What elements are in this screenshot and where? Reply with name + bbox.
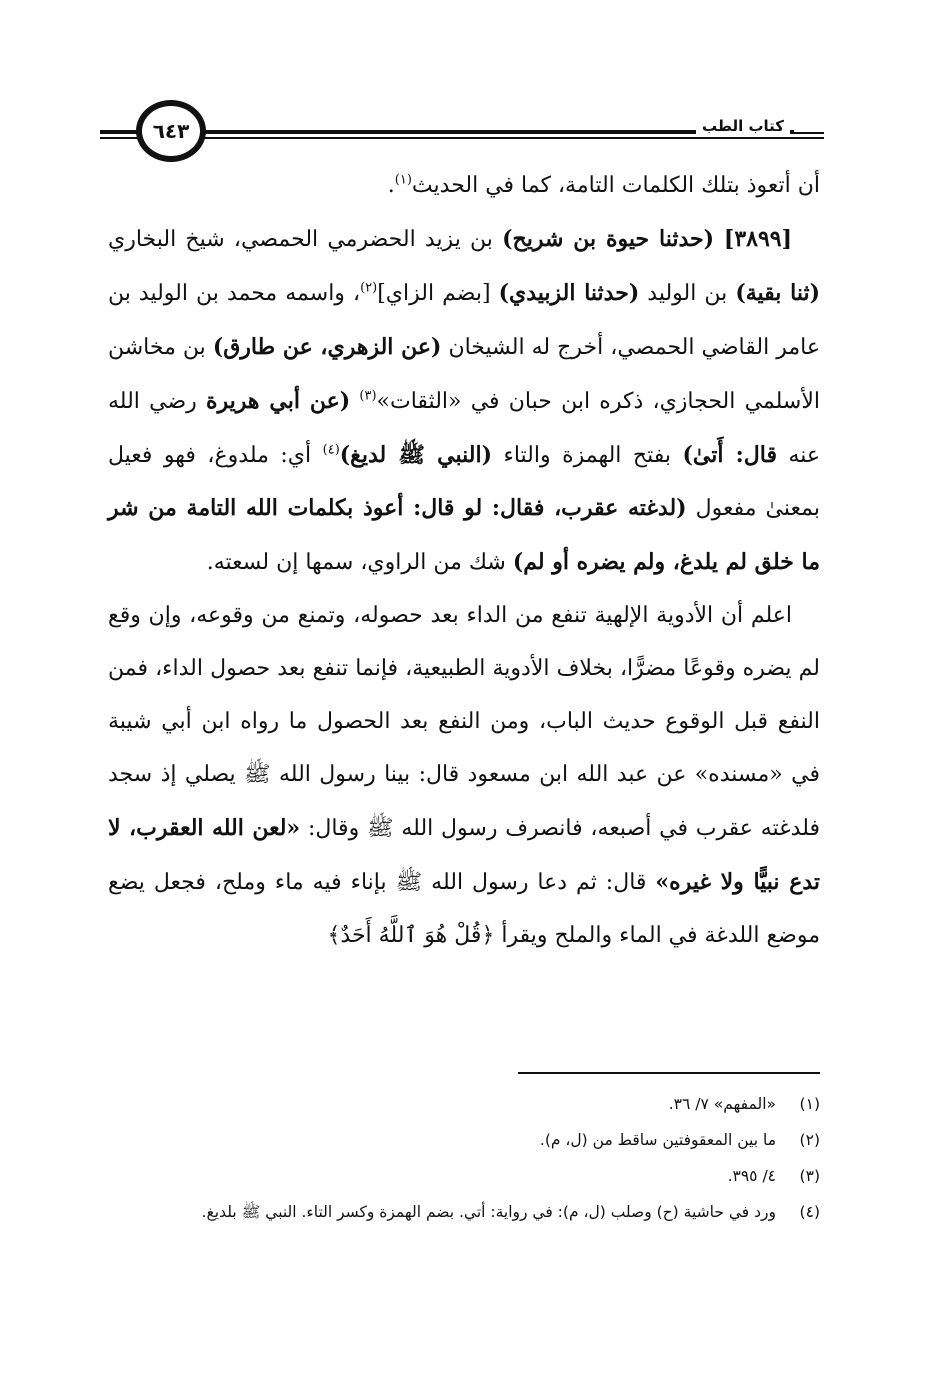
footnote-text: ٤/ ٣٩٥. (727, 1167, 776, 1185)
footnote-number: (٣) (799, 1167, 820, 1185)
narrator-text: (ثنا بقية) (735, 279, 821, 306)
footnote-text: «المفهم» ٧/ ٣٦. (668, 1095, 776, 1113)
chapter-title: كتاب الطب (696, 116, 790, 136)
footnote-number: (٢) (799, 1131, 820, 1149)
text-run: أي: ملدوغ، فهو فعيل بمعنىٰ مفعول (108, 442, 820, 522)
text-run: شك من الراوي، سمها إن لسعته. (206, 550, 513, 576)
footnote-text: ما بين المعقوفتين ساقط من (ل، م). (539, 1131, 776, 1149)
text-run: ، واسمه محمد بن الوليد بن عامر القاضي الحمصي، أخرج له الشيخان (108, 280, 820, 360)
page-number-badge (136, 100, 206, 162)
header-gap (794, 128, 824, 132)
paragraph-commentary (108, 590, 820, 962)
hadith-text: (النبي ﷺ لديغ) (339, 441, 492, 468)
footnote-text: ورد في حاشية (ح) وصلب (ل، م): في رواية: أتي. بضم الهمزة وكسر التاء. النبي ﷺ بلديغ. (201, 1203, 776, 1221)
footnote-number: (١) (799, 1095, 820, 1113)
text-run: أن أتعوذ بتلك الكلمات التامة، كما في الحديث (411, 173, 820, 198)
quran-quote: ﴿قُلْ هُوَ ٱللَّهُ أَحَدٌ﴾ (327, 922, 495, 948)
hadith-text: قال: أَتىٰ) (682, 441, 777, 468)
footnotes (108, 1086, 820, 1230)
footnote-ref: (١) (394, 172, 412, 188)
narrator-text: (عن الزهري، عن طارق) (212, 333, 442, 360)
page-header (100, 96, 824, 166)
text-run: بن الوليد (639, 280, 736, 306)
footnote (108, 1194, 820, 1230)
text-run: [بضم الزاي] (377, 280, 499, 306)
text-run: اعلم أن الأدوية الإلهية تنفع من الداء بعد حصوله، وتمنع من وقوعه، وإن وقع لم يضره وقوعًا مضرًّا، بخلاف الأدوية الطبيعية، فإنما تنفع بعد حصول الداء، فمن النفع قبل الوقوع حديث الباب، ومن النفع بعد الحصول ما رواه ابن أبي شيبة في «مسنده» عن عبد الله ابن مسعود قال: بينا رسول الله ﷺ يصلي إذ سجد فلدغته عقرب في أصبعه، فانصرف رسول الله ﷺ وقال: (108, 603, 820, 841)
footnote-separator (518, 1072, 820, 1074)
header-rule-thin (100, 137, 824, 139)
text-run: قال: ثم دعا رسول الله ﷺ بإناء فيه ماء وملح، فجعل يضع موضع اللدغة في الماء والملح ويقرأ (108, 869, 820, 948)
footnote-ref: (٢) (360, 280, 378, 296)
paragraph-hadith-3899 (108, 213, 820, 590)
paragraph-1 (108, 160, 820, 213)
narrator-text: (عن أبي هريرة (206, 387, 351, 414)
footnote (108, 1086, 820, 1122)
text-run: بفتح الهمزة والتاء (491, 442, 683, 468)
text-run: . (387, 173, 395, 198)
text-run: بن يزيد الحضرمي الحمصي، شيخ البخاري (108, 226, 503, 252)
page-number: ٦٤٣ (152, 119, 190, 143)
footnote (108, 1122, 820, 1158)
text-run: بن مخاشن الأسلمي الحجازي، ذكره ابن حبان في «الثقات» (108, 334, 820, 414)
hadith-text: «لعن الله العقرب، لا تدع نبيًّا ولا غيره» (108, 814, 820, 895)
footnote (108, 1158, 820, 1194)
hadith-text: (لدغته عقرب، فقال: لو قال: أعوذ بكلمات الله التامة من شر ما خلق لم يلدغ، ولم يضره أو لم) (108, 495, 820, 576)
footnote-number: (٤) (799, 1203, 820, 1221)
footnote-ref: (٤) (322, 442, 340, 458)
narrator-text: (حدثنا الزبيدي) (498, 279, 640, 306)
footnote-ref: (٣) (359, 388, 377, 404)
hadith-number-and-narrator: [٣٨٩٩] (حدثنا حيوة بن شريح) (502, 225, 793, 252)
main-text (108, 160, 820, 963)
text-run: رضي الله عنه (108, 388, 821, 468)
